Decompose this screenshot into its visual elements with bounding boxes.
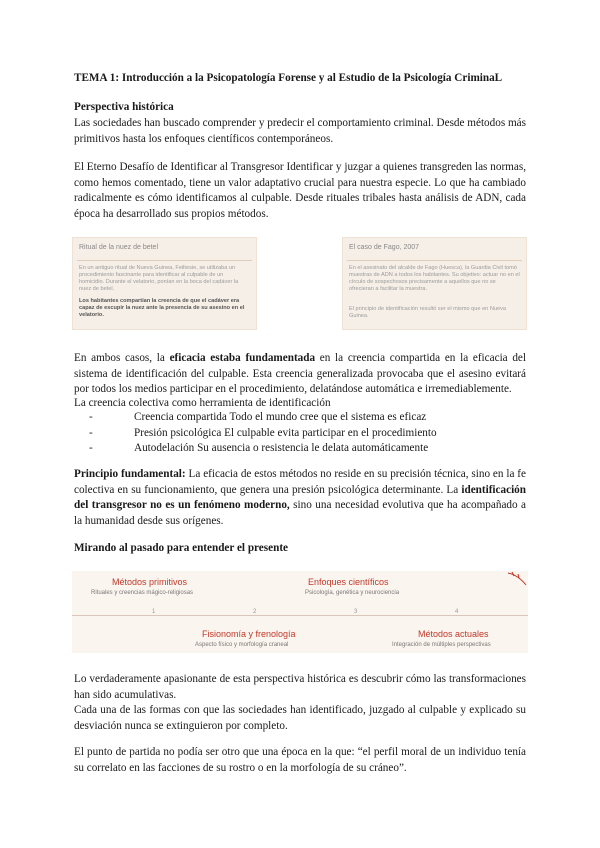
timeline-tick: 1 bbox=[152, 609, 156, 615]
timeline-stage-subtitle: Integración de múltiples perspectivas bbox=[392, 642, 491, 648]
case-card-title: El caso de Fago, 2007 bbox=[349, 244, 420, 251]
paragraph-ambos-casos: En ambos casos, la eficacia estaba fundamentada en la creencia compartida en la eficacia del sistema de identificación del culpable. Esta creencia generalizada provocaba que el asesino evitará por todos los medios participar en el procedimiento, delatándose automática e irremediablemente. bbox=[74, 352, 527, 395]
case-card-body: En un antiguo ritual de Nueva Guinea, Feiltesie, se utilizaba un procedimiento fascinante para identificar al culpable de un homicidio. Durante el velatorio, ponían en la boca del cadáver la nuez de betel. bbox=[79, 265, 239, 292]
list-item: - Presión psicológica El culpable evita participar en el procedimiento bbox=[89, 426, 437, 439]
timeline-stage-title: Enfoques científicos bbox=[308, 577, 389, 587]
timeline-stage-subtitle: Psicología, genética y neurociencia bbox=[305, 590, 400, 596]
belief-list bbox=[89, 410, 437, 457]
timeline-stage-subtitle: Aspecto físico y morfología craneal bbox=[195, 642, 289, 648]
case-card-body: En el asesinato del alcalde de Fago (Huesca), la Guardia Civil tomó muestras de ADN a todos los habitantes. Su objetivo: actuar no en el círculo de sospechosos precisamente a aquellos que no se ofrecieran a facilitar la muestra. bbox=[349, 265, 520, 292]
timeline-tick: 4 bbox=[455, 609, 459, 615]
timeline-stage-title: Métodos primitivos bbox=[112, 577, 188, 587]
paragraph-punto-partida: El punto de partida no podía ser otro que una época en la que: “el perfil moral de un individuo tenía su correlato en las facciones de su rostro o en la morfología de su cráneo”. bbox=[74, 746, 526, 774]
paragraph-principio: Principio fundamental: La eficacia de estos métodos no reside en su precisión técnica, sino en la fe colectiva en su funcionamiento, que genera una presión psicológica determinante. La identificación del transgresor no es un fenómeno moderno, sino una necesidad evolutiva que ha acompañado a la humanidad desde sus orígenes. bbox=[74, 468, 527, 527]
list-item: - Autodelación Su ausencia o resistencia le delata automáticamente bbox=[89, 442, 429, 454]
bold-principio: Principio fundamental: bbox=[74, 468, 186, 480]
timeline-tick: 3 bbox=[354, 609, 358, 615]
case-card-title: Ritual de la nuez de betel bbox=[79, 244, 158, 251]
card-divider bbox=[77, 260, 252, 261]
list-item: - Creencia compartida Todo el mundo cree que el sistema es eficaz bbox=[89, 411, 427, 423]
paragraph-acumulativas: Lo verdaderamente apasionante de esta perspectiva histórica es descubrir cómo las transformaciones han sido acumulativas. bbox=[74, 673, 526, 701]
corner-compass-icon bbox=[506, 571, 528, 587]
case-card-betel bbox=[72, 237, 257, 330]
timeline-stage-subtitle: Rituales y creencias mágico-religiosas bbox=[91, 590, 194, 596]
case-card-fago bbox=[342, 237, 527, 330]
timeline-axis bbox=[72, 615, 528, 616]
timeline-tick: 2 bbox=[253, 609, 257, 615]
case-card-note: El principio de identificación resultó ser el mismo que en Nueva Guinea. bbox=[349, 306, 507, 319]
bold-identificacion: identificación del transgresor no es un fenómeno moderno, bbox=[74, 483, 526, 511]
paragraph-eterno-desafio: El Eterno Desafío de Identificar al Transgresor Identificar y juzgar a quienes transgreden las normas, como hemos comentado, tiene un valor adaptativo crucial para nuestra especie. Lo que ha cambiado radicalmente es cómo identificamos al culpable. Desde rituales tribales hasta análisis de ADN, cada época ha desarrollado sus propios métodos. bbox=[74, 161, 526, 220]
paragraph-intro: Las sociedades han buscado comprender y predecir el comportamiento criminal. Desde métodos más primitivos hasta los enfoques científicos contemporáneos. bbox=[74, 117, 527, 145]
list-intro: La creencia colectiva como herramienta de identificación bbox=[74, 397, 331, 409]
card-divider bbox=[347, 260, 522, 261]
section-heading-perspectiva: Perspectiva histórica bbox=[74, 101, 174, 113]
case-card-note: Los habitantes compartían la creencia de que el cadáver era capaz de escupir la nuez ante la presencia de su asesino en el velatorio. bbox=[79, 298, 245, 318]
paragraph-formas: Cada una de las formas con que las sociedades han identificado, juzgado al culpable y explicado su desviación nunca se extinguieron por completo. bbox=[74, 704, 526, 732]
history-timeline bbox=[72, 571, 528, 653]
section-heading-pasado: Mirando al pasado para entender el presente bbox=[74, 542, 289, 554]
timeline-stage-title: Fisionomía y frenología bbox=[202, 629, 296, 639]
bold-eficacia: eficacia estaba fundamentada bbox=[169, 352, 316, 364]
document-title: TEMA 1: Introducción a la Psicopatología Forense y al Estudio de la Psicología CriminaL bbox=[74, 72, 503, 84]
timeline-stage-title: Métodos actuales bbox=[418, 629, 489, 639]
